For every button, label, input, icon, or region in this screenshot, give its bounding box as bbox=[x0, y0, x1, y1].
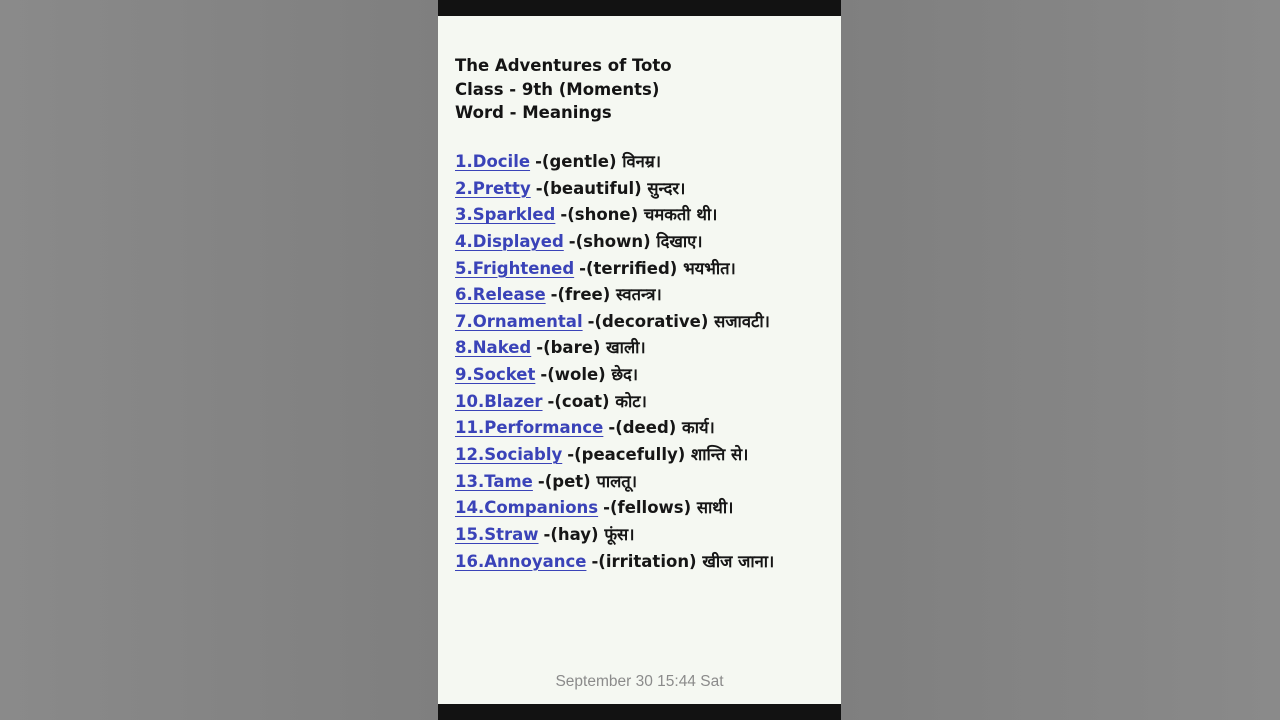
word-meaning: -(shone) चमकती थी। bbox=[560, 205, 718, 225]
bottom-bar bbox=[438, 704, 841, 720]
word-link[interactable]: 15.Straw bbox=[455, 524, 539, 544]
word-meaning: -(pet) पालतू। bbox=[537, 471, 637, 491]
list-item bbox=[455, 149, 774, 176]
list-item bbox=[455, 229, 774, 256]
backdrop-right bbox=[841, 0, 1280, 720]
list-item bbox=[455, 309, 774, 336]
word-link[interactable]: 8.Naked bbox=[455, 338, 532, 358]
word-meaning: -(beautiful) सुन्दर। bbox=[535, 178, 686, 198]
word-link[interactable]: 1.Docile bbox=[455, 152, 531, 171]
backdrop-left bbox=[0, 0, 438, 720]
list-item bbox=[455, 415, 774, 442]
word-link[interactable]: 4.Displayed bbox=[455, 231, 564, 251]
word-meaning: -(irritation) खीज जाना। bbox=[591, 551, 775, 571]
word-meaning: -(decorative) सजावटी। bbox=[587, 311, 770, 331]
note-section-heading: Word - Meanings bbox=[455, 103, 612, 123]
list-item bbox=[455, 176, 774, 203]
list-item bbox=[455, 522, 774, 549]
word-meaning: -(shown) दिखाए। bbox=[568, 231, 703, 251]
word-meaning: -(wole) छेद। bbox=[540, 365, 639, 385]
list-item bbox=[455, 335, 774, 362]
word-meaning: -(gentle) विनम्र। bbox=[535, 152, 661, 171]
word-link[interactable]: 12.Sociably bbox=[455, 445, 563, 465]
word-link[interactable]: 7.Ornamental bbox=[455, 311, 583, 331]
word-link[interactable]: 10.Blazer bbox=[455, 391, 543, 411]
word-link[interactable]: 6.Release bbox=[455, 285, 546, 305]
word-meaning: -(bare) खाली। bbox=[536, 338, 646, 358]
word-meaning: -(deed) कार्य। bbox=[608, 418, 715, 438]
word-meaning: -(free) स्वतन्त्र। bbox=[550, 285, 662, 305]
word-meaning-list bbox=[455, 149, 774, 575]
timestamp: September 30 15:44 Sat bbox=[555, 673, 724, 690]
list-item bbox=[455, 256, 774, 283]
word-link[interactable]: 9.Socket bbox=[455, 365, 536, 385]
list-item bbox=[455, 389, 774, 416]
word-meaning: -(hay) फूंस। bbox=[543, 524, 635, 544]
list-item bbox=[455, 282, 774, 309]
word-meaning: -(terrified) भयभीत। bbox=[579, 258, 736, 278]
list-item bbox=[455, 469, 774, 496]
word-meaning: -(peacefully) शान्ति से। bbox=[567, 445, 749, 465]
word-link[interactable]: 5.Frightened bbox=[455, 258, 575, 278]
list-item bbox=[455, 495, 774, 522]
word-link[interactable]: 11.Performance bbox=[455, 418, 604, 438]
word-link[interactable]: 2.Pretty bbox=[455, 178, 531, 198]
list-item bbox=[455, 442, 774, 469]
list-item bbox=[455, 202, 774, 229]
top-bar bbox=[438, 0, 841, 16]
note-header bbox=[455, 54, 672, 125]
note-class-line: Class - 9th (Moments) bbox=[455, 79, 660, 99]
word-link[interactable]: 13.Tame bbox=[455, 471, 533, 491]
list-item bbox=[455, 362, 774, 389]
word-meaning: -(fellows) साथी। bbox=[603, 498, 734, 518]
word-link[interactable]: 16.Annoyance bbox=[455, 551, 587, 571]
word-link[interactable]: 14.Companions bbox=[455, 498, 599, 518]
phone-screen bbox=[438, 0, 841, 720]
word-meaning: -(coat) कोट। bbox=[547, 391, 647, 411]
word-link[interactable]: 3.Sparkled bbox=[455, 205, 556, 225]
note-title: The Adventures of Toto bbox=[455, 56, 672, 75]
list-item bbox=[455, 549, 774, 576]
